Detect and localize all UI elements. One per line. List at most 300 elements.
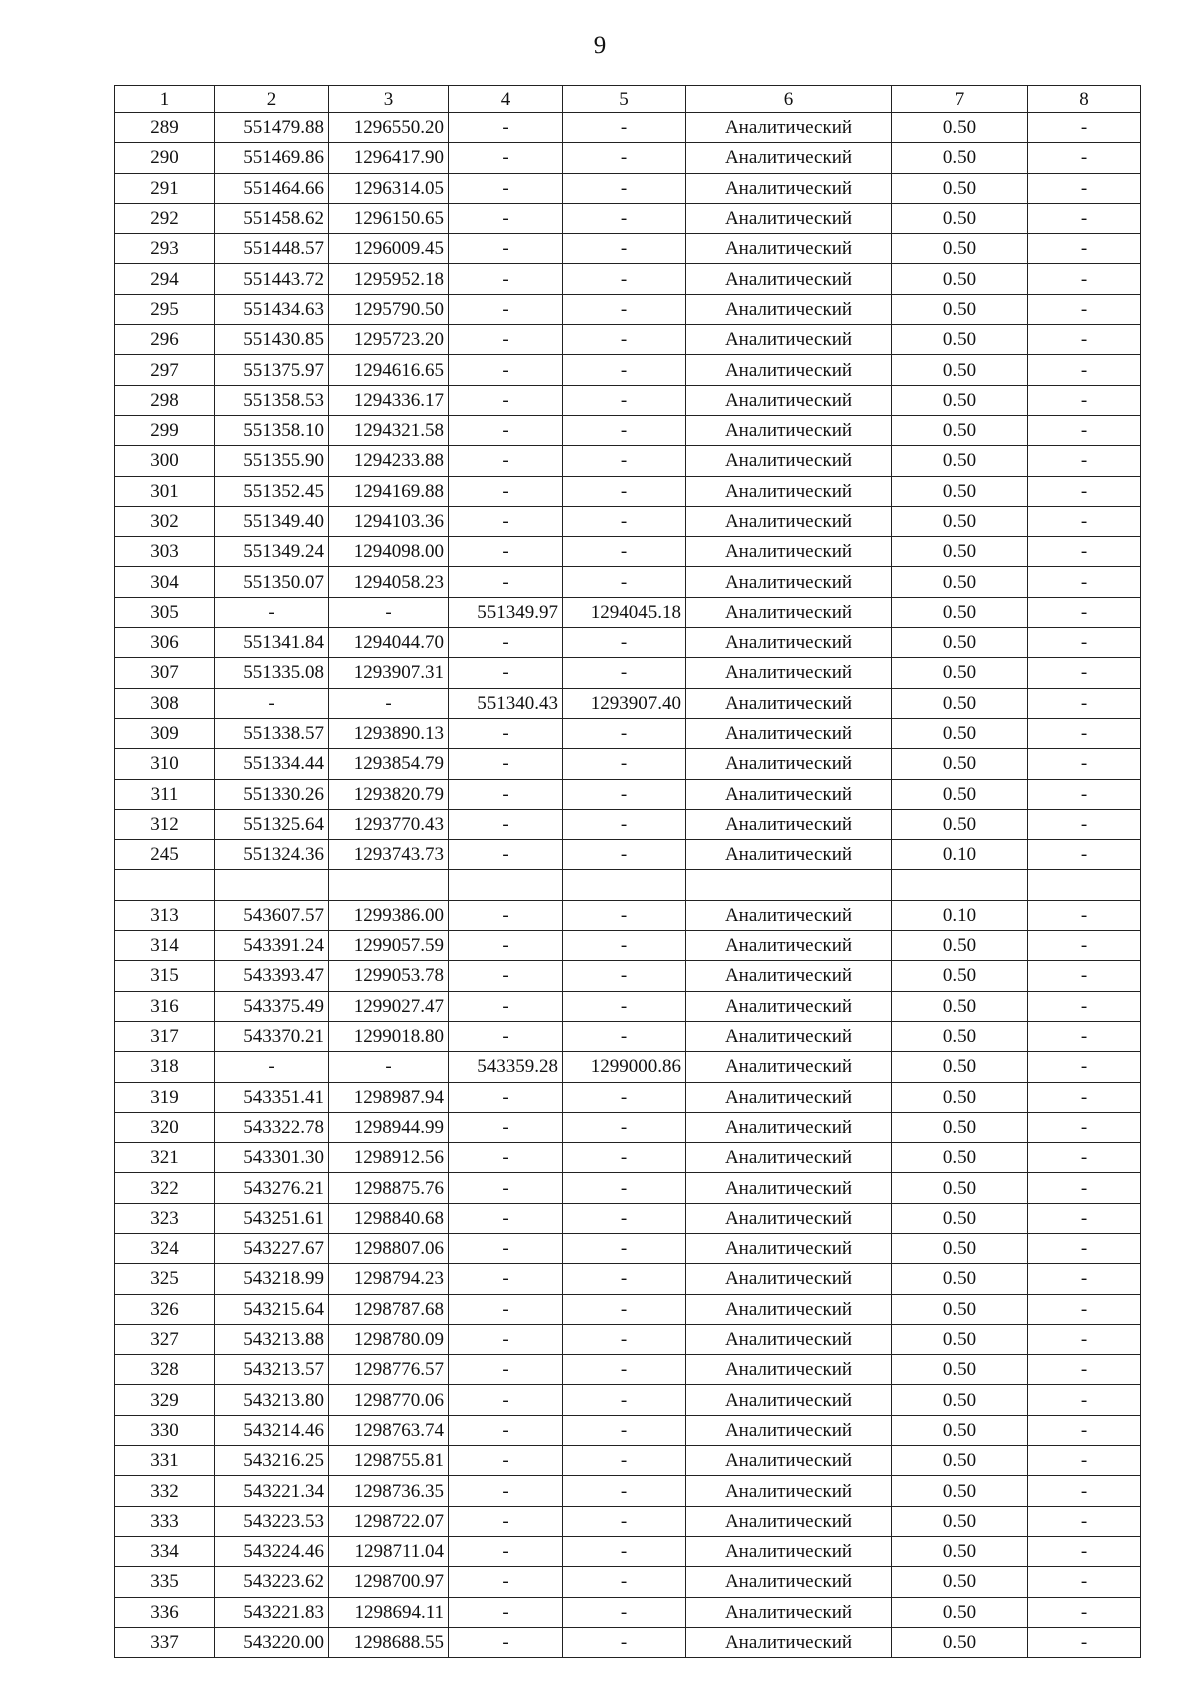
- y-coordinate-cell: 1298987.94: [329, 1082, 449, 1112]
- y-coordinate-alt-cell: -: [563, 1233, 686, 1263]
- accuracy-cell: 0.50: [892, 415, 1028, 445]
- table-row: [115, 1385, 1141, 1415]
- accuracy-cell: 0.50: [892, 1476, 1028, 1506]
- method-cell: Аналитический: [686, 1324, 892, 1354]
- point-number-cell: 332: [115, 1476, 215, 1506]
- y-coordinate-cell: 1295723.20: [329, 325, 449, 355]
- point-number-cell: 313: [115, 900, 215, 930]
- method-cell: Аналитический: [686, 597, 892, 627]
- method-cell: Аналитический: [686, 415, 892, 445]
- x-coordinate-alt-cell: -: [449, 961, 563, 991]
- y-coordinate-alt-cell: -: [563, 203, 686, 233]
- note-cell: -: [1028, 1294, 1141, 1324]
- x-coordinate-alt-cell: -: [449, 1446, 563, 1476]
- method-cell: Аналитический: [686, 1233, 892, 1263]
- method-cell: Аналитический: [686, 779, 892, 809]
- method-cell: Аналитический: [686, 143, 892, 173]
- table-row: [115, 1506, 1141, 1536]
- x-coordinate-alt-cell: -: [449, 1203, 563, 1233]
- y-coordinate-cell: 1293743.73: [329, 840, 449, 870]
- note-cell: -: [1028, 1324, 1141, 1354]
- x-coordinate-cell: 551349.40: [215, 506, 329, 536]
- x-coordinate-cell: 543213.80: [215, 1385, 329, 1415]
- y-coordinate-cell: 1298755.81: [329, 1446, 449, 1476]
- method-cell: Аналитический: [686, 506, 892, 536]
- x-coordinate-alt-cell: -: [449, 446, 563, 476]
- y-coordinate-cell: 1298780.09: [329, 1324, 449, 1354]
- accuracy-cell: 0.50: [892, 809, 1028, 839]
- x-coordinate-alt-cell: -: [449, 234, 563, 264]
- note-cell: -: [1028, 1021, 1141, 1051]
- x-coordinate-cell: 551341.84: [215, 628, 329, 658]
- method-cell: Аналитический: [686, 749, 892, 779]
- x-coordinate-cell: 543375.49: [215, 991, 329, 1021]
- x-coordinate-alt-cell: -: [449, 931, 563, 961]
- table-row: [115, 355, 1141, 385]
- accuracy-cell: 0.50: [892, 1536, 1028, 1566]
- table-row: [115, 506, 1141, 536]
- accuracy-cell: 0.50: [892, 1143, 1028, 1173]
- accuracy-cell: 0.50: [892, 1112, 1028, 1142]
- y-coordinate-alt-cell: -: [563, 1476, 686, 1506]
- note-cell: -: [1028, 809, 1141, 839]
- y-coordinate-alt-cell: -: [563, 506, 686, 536]
- accuracy-cell: 0.50: [892, 234, 1028, 264]
- note-cell: -: [1028, 294, 1141, 324]
- x-coordinate-alt-cell: -: [449, 779, 563, 809]
- x-coordinate-alt-cell: -: [449, 1597, 563, 1627]
- y-coordinate-cell: 1294233.88: [329, 446, 449, 476]
- note-cell: -: [1028, 749, 1141, 779]
- y-coordinate-alt-cell: -: [563, 1506, 686, 1536]
- note-cell: -: [1028, 203, 1141, 233]
- x-coordinate-alt-cell: -: [449, 900, 563, 930]
- point-number-cell: 301: [115, 476, 215, 506]
- accuracy-cell: 0.50: [892, 718, 1028, 748]
- y-coordinate-alt-cell: -: [563, 1264, 686, 1294]
- y-coordinate-alt-cell: -: [563, 718, 686, 748]
- note-cell: -: [1028, 1355, 1141, 1385]
- table-row: [115, 1476, 1141, 1506]
- accuracy-cell: 0.50: [892, 597, 1028, 627]
- table-row: [115, 809, 1141, 839]
- x-coordinate-cell: 551443.72: [215, 264, 329, 294]
- x-coordinate-alt-cell: -: [449, 1385, 563, 1415]
- x-coordinate-alt-cell: -: [449, 415, 563, 445]
- method-cell: Аналитический: [686, 1597, 892, 1627]
- y-coordinate-alt-cell: -: [563, 1597, 686, 1627]
- method-cell: Аналитический: [686, 1627, 892, 1657]
- x-coordinate-cell: 551448.57: [215, 234, 329, 264]
- accuracy-cell: 0.50: [892, 1052, 1028, 1082]
- y-coordinate-alt-cell: -: [563, 143, 686, 173]
- table-row: [115, 1052, 1141, 1082]
- accuracy-cell: 0.10: [892, 900, 1028, 930]
- x-coordinate-alt-cell: -: [449, 1627, 563, 1657]
- note-cell: -: [1028, 1506, 1141, 1536]
- point-number-cell: 303: [115, 537, 215, 567]
- note-cell: -: [1028, 567, 1141, 597]
- accuracy-cell: 0.50: [892, 1385, 1028, 1415]
- accuracy-cell: 0.50: [892, 567, 1028, 597]
- table-row: [115, 628, 1141, 658]
- note-cell: -: [1028, 991, 1141, 1021]
- y-coordinate-cell: 1298711.04: [329, 1536, 449, 1566]
- point-number-cell: 330: [115, 1415, 215, 1445]
- x-coordinate-alt-cell: -: [449, 1143, 563, 1173]
- table-row: [115, 931, 1141, 961]
- accuracy-cell: 0.50: [892, 991, 1028, 1021]
- x-coordinate-alt-cell: -: [449, 1021, 563, 1051]
- point-number-cell: 329: [115, 1385, 215, 1415]
- table-row: [115, 749, 1141, 779]
- y-coordinate-alt-cell: -: [563, 1112, 686, 1142]
- x-coordinate-alt-cell: -: [449, 1264, 563, 1294]
- table-row: [115, 325, 1141, 355]
- note-cell: -: [1028, 900, 1141, 930]
- table-row: [115, 203, 1141, 233]
- point-number-cell: 302: [115, 506, 215, 536]
- accuracy-cell: 0.50: [892, 113, 1028, 143]
- x-coordinate-cell: 543221.83: [215, 1597, 329, 1627]
- x-coordinate-alt-cell: -: [449, 1355, 563, 1385]
- x-coordinate-cell: 543220.00: [215, 1627, 329, 1657]
- table-row: [115, 1264, 1141, 1294]
- x-coordinate-alt-cell: -: [449, 1536, 563, 1566]
- method-cell: Аналитический: [686, 1052, 892, 1082]
- y-coordinate-alt-cell: -: [563, 991, 686, 1021]
- point-number-cell: 296: [115, 325, 215, 355]
- note-cell: -: [1028, 446, 1141, 476]
- y-coordinate-cell: 1293907.31: [329, 658, 449, 688]
- x-coordinate-cell: 543276.21: [215, 1173, 329, 1203]
- y-coordinate-alt-cell: -: [563, 476, 686, 506]
- note-cell: -: [1028, 1233, 1141, 1263]
- accuracy-cell: 0.50: [892, 173, 1028, 203]
- table-row: [115, 718, 1141, 748]
- y-coordinate-alt-cell: -: [563, 446, 686, 476]
- point-number-cell: 305: [115, 597, 215, 627]
- accuracy-cell: 0.50: [892, 1446, 1028, 1476]
- note-cell: -: [1028, 779, 1141, 809]
- note-cell: -: [1028, 1536, 1141, 1566]
- method-cell: Аналитический: [686, 234, 892, 264]
- x-coordinate-alt-cell: 551349.97: [449, 597, 563, 627]
- method-cell: Аналитический: [686, 1294, 892, 1324]
- x-coordinate-cell: 543224.46: [215, 1536, 329, 1566]
- method-cell: Аналитический: [686, 1021, 892, 1051]
- method-cell: Аналитический: [686, 1112, 892, 1142]
- note-cell: -: [1028, 1264, 1141, 1294]
- x-coordinate-cell: 551325.64: [215, 809, 329, 839]
- point-number-cell: 326: [115, 1294, 215, 1324]
- note-cell: -: [1028, 597, 1141, 627]
- point-number-cell: 325: [115, 1264, 215, 1294]
- method-cell: [686, 870, 892, 900]
- y-coordinate-alt-cell: 1293907.40: [563, 688, 686, 718]
- point-number-cell: 327: [115, 1324, 215, 1354]
- table-row: [115, 385, 1141, 415]
- x-coordinate-cell: 543251.61: [215, 1203, 329, 1233]
- x-coordinate-alt-cell: -: [449, 173, 563, 203]
- note-cell: -: [1028, 325, 1141, 355]
- table-row: [115, 1294, 1141, 1324]
- y-coordinate-cell: 1298700.97: [329, 1567, 449, 1597]
- table-row: [115, 1143, 1141, 1173]
- column-header-4: 4: [449, 86, 563, 113]
- x-coordinate-alt-cell: -: [449, 1082, 563, 1112]
- y-coordinate-cell: 1298722.07: [329, 1506, 449, 1536]
- y-coordinate-cell: 1296009.45: [329, 234, 449, 264]
- y-coordinate-alt-cell: -: [563, 1294, 686, 1324]
- y-coordinate-alt-cell: -: [563, 415, 686, 445]
- y-coordinate-cell: 1299027.47: [329, 991, 449, 1021]
- x-coordinate-cell: 543370.21: [215, 1021, 329, 1051]
- accuracy-cell: 0.50: [892, 749, 1028, 779]
- table-row: [115, 143, 1141, 173]
- point-number-cell: 335: [115, 1567, 215, 1597]
- y-coordinate-alt-cell: -: [563, 537, 686, 567]
- table-row: [115, 415, 1141, 445]
- x-coordinate-cell: 551335.08: [215, 658, 329, 688]
- y-coordinate-cell: -: [329, 597, 449, 627]
- y-coordinate-alt-cell: -: [563, 749, 686, 779]
- note-cell: -: [1028, 537, 1141, 567]
- table-row: [115, 1446, 1141, 1476]
- x-coordinate-cell: 551358.10: [215, 415, 329, 445]
- accuracy-cell: 0.50: [892, 1021, 1028, 1051]
- table-row: [115, 1415, 1141, 1445]
- point-number-cell: 314: [115, 931, 215, 961]
- point-number-cell: 298: [115, 385, 215, 415]
- y-coordinate-cell: 1299053.78: [329, 961, 449, 991]
- table-row: [115, 870, 1141, 900]
- y-coordinate-cell: 1293890.13: [329, 718, 449, 748]
- x-coordinate-cell: 551430.85: [215, 325, 329, 355]
- y-coordinate-alt-cell: -: [563, 173, 686, 203]
- note-cell: -: [1028, 1082, 1141, 1112]
- point-number-cell: 297: [115, 355, 215, 385]
- accuracy-cell: 0.50: [892, 476, 1028, 506]
- point-number-cell: 290: [115, 143, 215, 173]
- point-number-cell: 328: [115, 1355, 215, 1385]
- method-cell: Аналитический: [686, 1173, 892, 1203]
- y-coordinate-cell: 1294169.88: [329, 476, 449, 506]
- y-coordinate-alt-cell: -: [563, 1446, 686, 1476]
- x-coordinate-cell: 551330.26: [215, 779, 329, 809]
- x-coordinate-alt-cell: [449, 870, 563, 900]
- table-row: [115, 840, 1141, 870]
- table-row: [115, 294, 1141, 324]
- accuracy-cell: 0.50: [892, 506, 1028, 536]
- x-coordinate-cell: 543351.41: [215, 1082, 329, 1112]
- accuracy-cell: 0.50: [892, 1173, 1028, 1203]
- y-coordinate-alt-cell: -: [563, 1627, 686, 1657]
- y-coordinate-cell: 1294058.23: [329, 567, 449, 597]
- y-coordinate-cell: 1298807.06: [329, 1233, 449, 1263]
- point-number-cell: 317: [115, 1021, 215, 1051]
- x-coordinate-cell: 543218.99: [215, 1264, 329, 1294]
- x-coordinate-alt-cell: -: [449, 809, 563, 839]
- x-coordinate-cell: 551338.57: [215, 718, 329, 748]
- accuracy-cell: 0.50: [892, 688, 1028, 718]
- table-row: [115, 991, 1141, 1021]
- x-coordinate-alt-cell: -: [449, 143, 563, 173]
- table-body: [115, 113, 1141, 1658]
- accuracy-cell: 0.50: [892, 203, 1028, 233]
- column-header-2: 2: [215, 86, 329, 113]
- method-cell: Аналитический: [686, 1203, 892, 1233]
- table-row: [115, 113, 1141, 143]
- note-cell: -: [1028, 1385, 1141, 1415]
- method-cell: Аналитический: [686, 718, 892, 748]
- x-coordinate-alt-cell: -: [449, 840, 563, 870]
- method-cell: Аналитический: [686, 446, 892, 476]
- x-coordinate-alt-cell: -: [449, 113, 563, 143]
- y-coordinate-cell: 1294336.17: [329, 385, 449, 415]
- note-cell: -: [1028, 264, 1141, 294]
- method-cell: Аналитический: [686, 1385, 892, 1415]
- y-coordinate-alt-cell: -: [563, 385, 686, 415]
- x-coordinate-cell: 551375.97: [215, 355, 329, 385]
- y-coordinate-alt-cell: -: [563, 567, 686, 597]
- point-number-cell: [115, 870, 215, 900]
- note-cell: -: [1028, 1052, 1141, 1082]
- note-cell: -: [1028, 840, 1141, 870]
- method-cell: Аналитический: [686, 658, 892, 688]
- method-cell: Аналитический: [686, 628, 892, 658]
- table-row: [115, 567, 1141, 597]
- table-row: [115, 1567, 1141, 1597]
- point-number-cell: 315: [115, 961, 215, 991]
- x-coordinate-alt-cell: -: [449, 718, 563, 748]
- note-cell: -: [1028, 1173, 1141, 1203]
- x-coordinate-alt-cell: -: [449, 294, 563, 324]
- x-coordinate-cell: 551334.44: [215, 749, 329, 779]
- accuracy-cell: 0.50: [892, 1294, 1028, 1324]
- x-coordinate-alt-cell: -: [449, 1294, 563, 1324]
- table-row: [115, 1324, 1141, 1354]
- accuracy-cell: 0.50: [892, 628, 1028, 658]
- method-cell: Аналитический: [686, 173, 892, 203]
- y-coordinate-cell: 1298763.74: [329, 1415, 449, 1445]
- table-row: [115, 1203, 1141, 1233]
- x-coordinate-cell: 543301.30: [215, 1143, 329, 1173]
- point-number-cell: 334: [115, 1536, 215, 1566]
- note-cell: -: [1028, 1112, 1141, 1142]
- table-row: [115, 1112, 1141, 1142]
- y-coordinate-alt-cell: -: [563, 1567, 686, 1597]
- method-cell: Аналитический: [686, 840, 892, 870]
- accuracy-cell: 0.50: [892, 325, 1028, 355]
- x-coordinate-alt-cell: 551340.43: [449, 688, 563, 718]
- y-coordinate-cell: 1298694.11: [329, 1597, 449, 1627]
- method-cell: Аналитический: [686, 1476, 892, 1506]
- note-cell: -: [1028, 658, 1141, 688]
- y-coordinate-alt-cell: -: [563, 1536, 686, 1566]
- table-row: [115, 537, 1141, 567]
- note-cell: -: [1028, 1597, 1141, 1627]
- table-row: [115, 234, 1141, 264]
- method-cell: Аналитический: [686, 1143, 892, 1173]
- x-coordinate-cell: 551469.86: [215, 143, 329, 173]
- point-number-cell: 304: [115, 567, 215, 597]
- y-coordinate-cell: 1298875.76: [329, 1173, 449, 1203]
- y-coordinate-alt-cell: -: [563, 1082, 686, 1112]
- y-coordinate-cell: 1298787.68: [329, 1294, 449, 1324]
- y-coordinate-cell: 1293820.79: [329, 779, 449, 809]
- accuracy-cell: 0.50: [892, 779, 1028, 809]
- x-coordinate-cell: 551358.53: [215, 385, 329, 415]
- note-cell: -: [1028, 1415, 1141, 1445]
- x-coordinate-alt-cell: -: [449, 1506, 563, 1536]
- y-coordinate-alt-cell: -: [563, 900, 686, 930]
- method-cell: Аналитический: [686, 325, 892, 355]
- note-cell: -: [1028, 628, 1141, 658]
- y-coordinate-alt-cell: -: [563, 1021, 686, 1051]
- note-cell: -: [1028, 1446, 1141, 1476]
- y-coordinate-alt-cell: -: [563, 1173, 686, 1203]
- y-coordinate-alt-cell: -: [563, 294, 686, 324]
- y-coordinate-cell: -: [329, 688, 449, 718]
- x-coordinate-alt-cell: -: [449, 1112, 563, 1142]
- accuracy-cell: 0.50: [892, 537, 1028, 567]
- accuracy-cell: 0.50: [892, 1506, 1028, 1536]
- point-number-cell: 320: [115, 1112, 215, 1142]
- table-row: [115, 1021, 1141, 1051]
- method-cell: Аналитический: [686, 688, 892, 718]
- table-row: [115, 1082, 1141, 1112]
- note-cell: -: [1028, 1627, 1141, 1657]
- y-coordinate-alt-cell: -: [563, 628, 686, 658]
- table-row: [115, 688, 1141, 718]
- note-cell: -: [1028, 143, 1141, 173]
- accuracy-cell: 0.50: [892, 1415, 1028, 1445]
- x-coordinate-alt-cell: -: [449, 749, 563, 779]
- accuracy-cell: 0.50: [892, 1567, 1028, 1597]
- method-cell: Аналитический: [686, 1415, 892, 1445]
- method-cell: Аналитический: [686, 961, 892, 991]
- x-coordinate-cell: -: [215, 688, 329, 718]
- x-coordinate-alt-cell: -: [449, 1567, 563, 1597]
- note-cell: -: [1028, 355, 1141, 385]
- x-coordinate-cell: 551350.07: [215, 567, 329, 597]
- x-coordinate-cell: 543322.78: [215, 1112, 329, 1142]
- point-number-cell: 307: [115, 658, 215, 688]
- x-coordinate-cell: -: [215, 597, 329, 627]
- point-number-cell: 333: [115, 1506, 215, 1536]
- table-row: [115, 1627, 1141, 1657]
- table-row: [115, 597, 1141, 627]
- y-coordinate-alt-cell: -: [563, 1355, 686, 1385]
- x-coordinate-cell: 551479.88: [215, 113, 329, 143]
- note-cell: -: [1028, 1567, 1141, 1597]
- x-coordinate-alt-cell: -: [449, 658, 563, 688]
- accuracy-cell: 0.50: [892, 961, 1028, 991]
- note-cell: -: [1028, 113, 1141, 143]
- y-coordinate-alt-cell: -: [563, 264, 686, 294]
- x-coordinate-cell: 551464.66: [215, 173, 329, 203]
- y-coordinate-alt-cell: 1299000.86: [563, 1052, 686, 1082]
- method-cell: Аналитический: [686, 991, 892, 1021]
- point-number-cell: 336: [115, 1597, 215, 1627]
- accuracy-cell: 0.50: [892, 1264, 1028, 1294]
- note-cell: -: [1028, 173, 1141, 203]
- y-coordinate-alt-cell: -: [563, 658, 686, 688]
- note-cell: [1028, 870, 1141, 900]
- x-coordinate-cell: 543223.53: [215, 1506, 329, 1536]
- point-number-cell: 331: [115, 1446, 215, 1476]
